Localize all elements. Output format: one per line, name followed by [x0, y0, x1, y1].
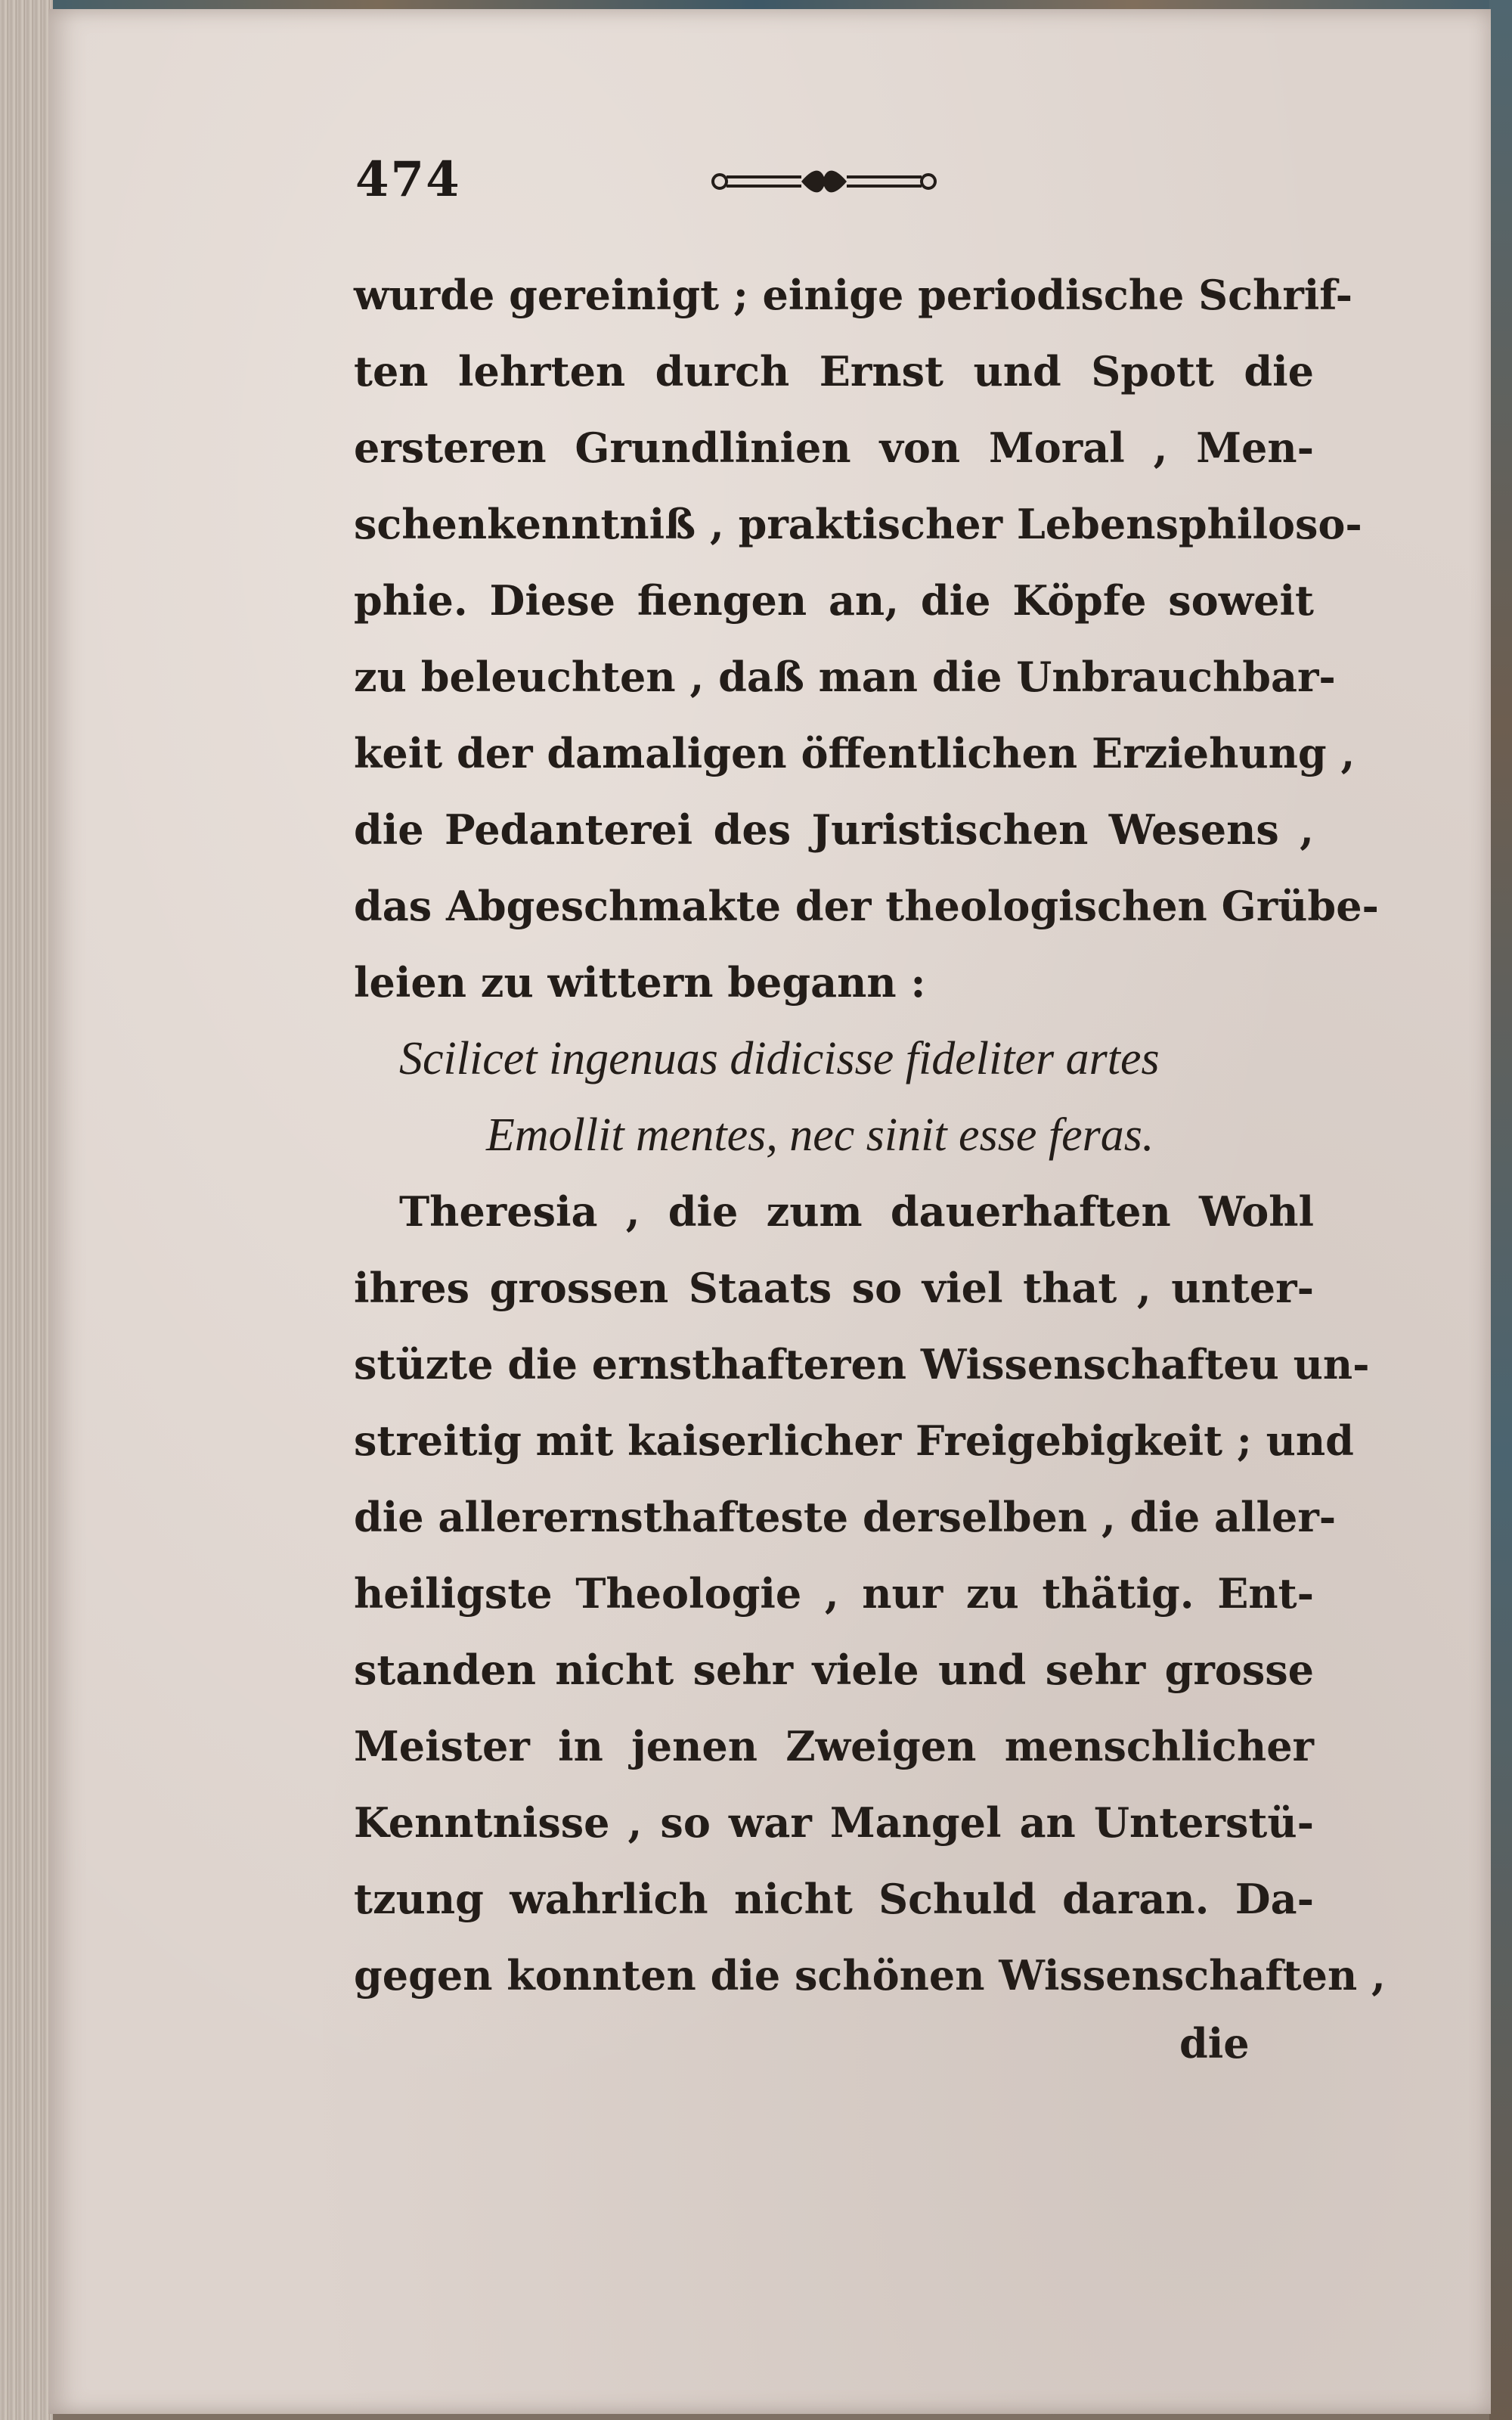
- book-cover-edge-right: [1489, 0, 1512, 2420]
- body-text: [354, 257, 1386, 2014]
- text-line: Theresia , die zum dauerhaften Wohl: [399, 1187, 1314, 1236]
- text-line: phie. Diese fiengen an, die Köpfe soweit: [354, 576, 1314, 625]
- text-line: schenkenntniß , praktischer Lebensphiloso-: [354, 500, 1362, 548]
- text-line: wurde gereinigt ; einige periodische Schrif-: [354, 271, 1352, 319]
- page-number: 474: [355, 151, 461, 208]
- text-line: heiligste Theologie , nur zu thätig. Ent-: [354, 1569, 1314, 1618]
- text-line: ersteren Grundlinien von Moral , Men-: [354, 424, 1314, 472]
- page-header: [355, 151, 1315, 219]
- text-line: leien zu wittern begann :: [354, 958, 926, 1007]
- text-line: streitig mit kaiserlicher Freigebigkeit ; und: [354, 1416, 1354, 1465]
- text-line: stüzte die ernsthafteren Wissenschafteu un-: [354, 1340, 1370, 1388]
- text-line: zu beleuchten , daß man die Unbrauchbar-: [354, 653, 1336, 701]
- text-line: ten lehrten durch Ernst und Spott die: [354, 347, 1314, 396]
- latin-quote-line: Scilicet ingenuas didicisse fideliter artes: [399, 1033, 1160, 1084]
- ornament-divider-icon: [711, 166, 937, 197]
- latin-quote-line: Emollit mentes, nec sinit esse feras.: [486, 1109, 1154, 1161]
- page-edges: [0, 0, 53, 2420]
- text-line: Kenntnisse , so war Mangel an Unterstü-: [354, 1798, 1314, 1847]
- text-line: die Pedanterei des Juristischen Wesens ,: [354, 805, 1314, 854]
- text-line: tzung wahrlich nicht Schuld daran. Da-: [354, 1875, 1314, 1923]
- text-line: die allerernsthafteste derselben , die aller-: [354, 1493, 1337, 1541]
- text-line: Meister in jenen Zweigen menschlicher: [354, 1722, 1314, 1770]
- text-line: ihres grossen Staats so viel that , unter-: [354, 1264, 1314, 1312]
- text-line: standen nicht sehr viele und sehr grosse: [354, 1646, 1314, 1694]
- text-line: das Abgeschmakte der theologischen Grübe-: [354, 882, 1379, 930]
- text-line: keit der damaligen öffentlichen Erziehung ,: [354, 729, 1356, 777]
- text-line: gegen konnten die schönen Wissenschaften ,: [354, 1951, 1386, 2000]
- catchword: die: [1179, 2019, 1250, 2068]
